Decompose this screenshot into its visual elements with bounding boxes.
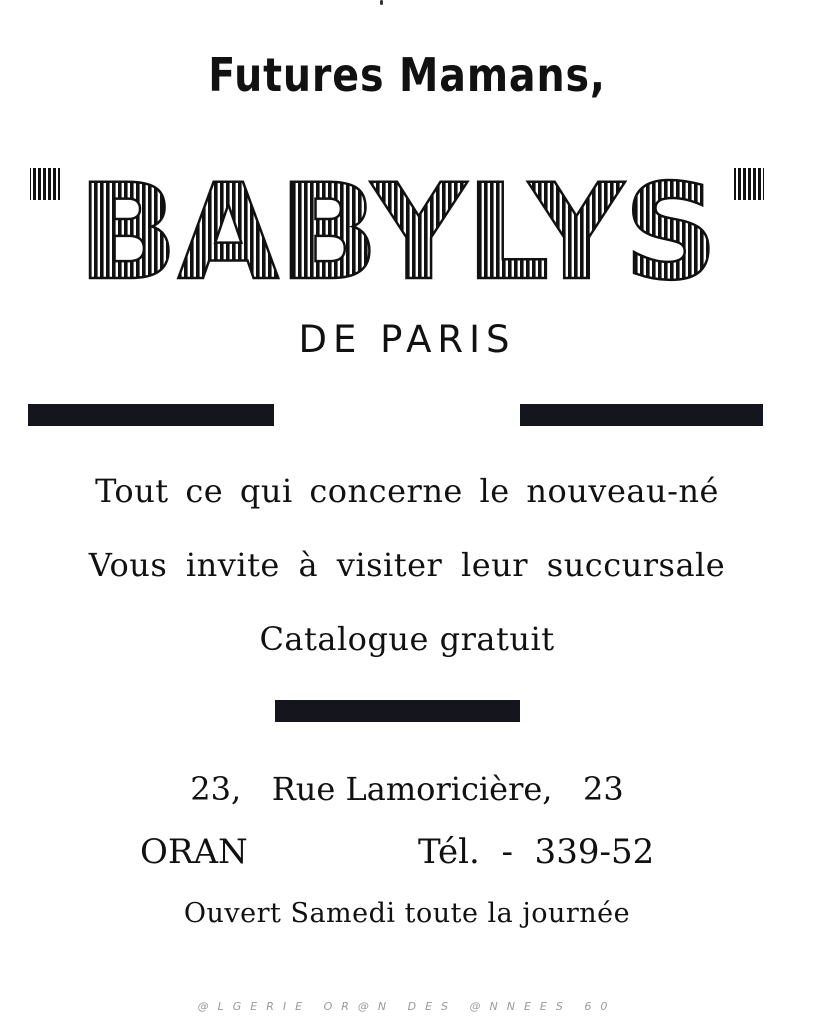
headline: Futures Mamans,	[208, 48, 606, 102]
opening-hours: Ouvert Samedi toute la journée	[183, 898, 631, 929]
city-phone-row	[0, 832, 814, 876]
divider-bar-left	[28, 404, 274, 426]
street-address: 23, Rue Lamoricière, 23	[190, 770, 624, 808]
phone-number: Tél. - 339-52	[418, 832, 655, 872]
body-line-catalogue: Catalogue gratuit	[259, 620, 555, 658]
brand-name: BABYLYS	[78, 160, 718, 285]
footer-watermark: @LGERIE OR@N DES @NNEES 60	[197, 1000, 617, 1013]
divider-bar-right	[520, 404, 763, 426]
print-speck	[380, 0, 383, 5]
brand-logo	[28, 160, 768, 285]
brand-close-quote	[734, 168, 764, 200]
brand-subtitle: DE PARIS	[298, 318, 516, 361]
brand-open-quote	[30, 168, 60, 200]
divider-bar-center	[275, 700, 520, 722]
body-line-invite: Vous invite à visiter leur succursale	[88, 546, 726, 584]
city-name: ORAN	[140, 832, 248, 872]
body-line-newborn: Tout ce qui concerne le nouveau-né	[95, 472, 719, 510]
